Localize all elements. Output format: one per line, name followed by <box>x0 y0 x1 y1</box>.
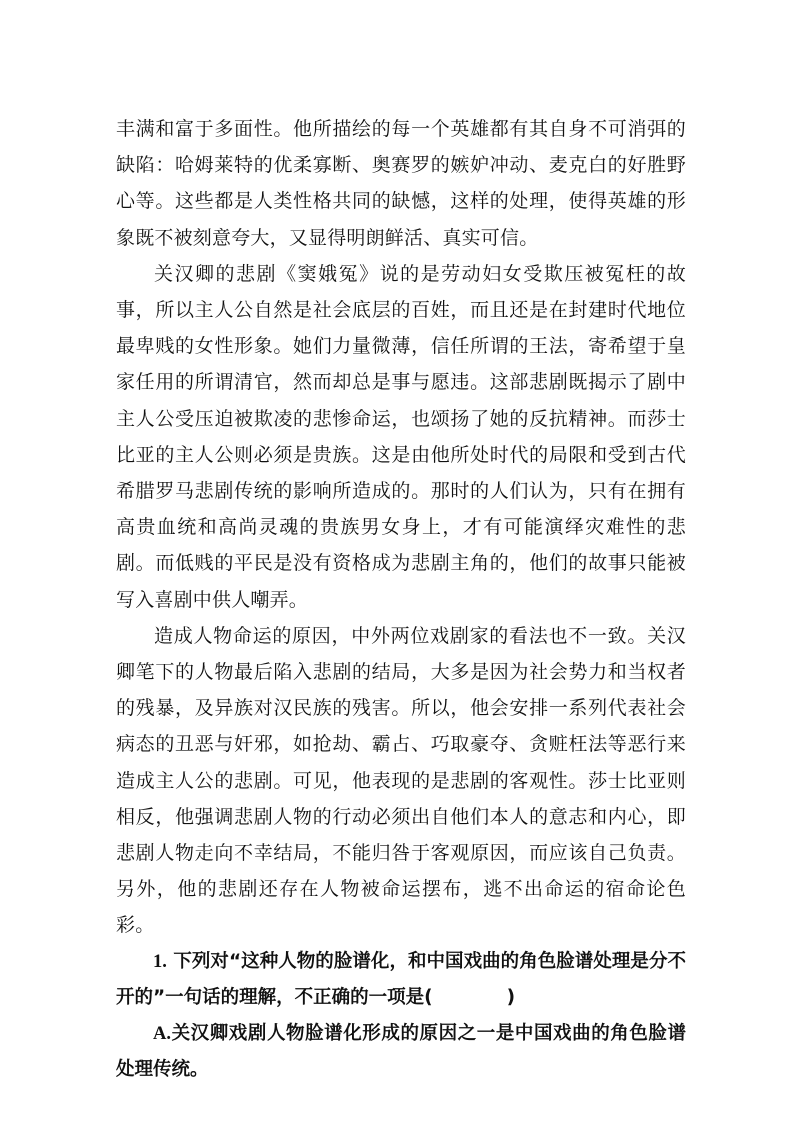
option-a-text: 关汉卿戏剧人物脸谱化形成的原因之一是中国戏曲的角色脸谱处理传统。 <box>116 1023 686 1081</box>
question-number: 1. <box>153 951 167 972</box>
option-a-label: A. <box>153 1024 171 1045</box>
paragraph-fate-causes: 造成人物命运的原因，中外两位戏剧家的看法也不一致。关汉卿笔下的人物最后陷入悲剧的结局，大多是因为社会势力和当权者的残暴，及异族对汉民族的残害。所以，他会安排一系列代表社会病态的丑恶与奸邪，如抢劫、霸占、巧取豪夺、贪赃枉法等恶行来造成主人公的悲剧。可见，他表现的是悲剧的客观性。莎士比亚则相反，他强调悲剧人物的行动必须出自他们本人的意志和内心，即悲剧人物走向不幸结局，不能归咎于客观原因，而应该自己负责。另外，他的悲剧还存在人物被命运摆布，逃不出命运的宿命论色彩。 <box>116 624 686 937</box>
answer-blank <box>433 980 507 1016</box>
question-stem: 下列对“这种人物的脸谱化，和中国戏曲的角色脸谱处理是分不开的”一句话的理解，不正确的一项是( <box>116 950 686 1008</box>
document-body <box>116 111 686 1088</box>
paragraph-dou-e-yuan: 关汉卿的悲剧《窦娥冤》说的是劳动妇女受欺压被冤枉的故事，所以主人公自然是社会底层的百姓，而且还是在封建时代地位最卑贱的女性形象。她们力量微薄，信任所谓的王法，寄希望于皇家任用的所谓清官，然而却总是事与愿违。这部悲剧既揭示了剧中主人公受压迫被欺凌的悲惨命运，也颂扬了她的反抗精神。而莎士比亚的主人公则必须是贵族。这是由他所处时代的局限和受到古代希腊罗马悲剧传统的影响所造成的。那时的人们认为，只有在拥有高贵血统和高尚灵魂的贵族男女身上，才有可能演绎灾难性的悲剧。而低贱的平民是没有资格成为悲剧主角的，他们的故事只能被写入喜剧中供人嘲弄。 <box>116 262 686 611</box>
paragraph-continuation: 丰满和富于多面性。他所描绘的每一个英雄都有其自身不可消弭的缺陷：哈姆莱特的优柔寡断、奥赛罗的嫉妒冲动、麦克白的好胜野心等。这些都是人类性格共同的缺憾，这样的处理，使得英雄的形象既不被刻意夸大，又显得明朗鲜活、真实可信。 <box>116 118 686 249</box>
option-a <box>116 1016 686 1088</box>
question-1 <box>116 944 686 1016</box>
question-close-paren: ) <box>506 986 516 1008</box>
